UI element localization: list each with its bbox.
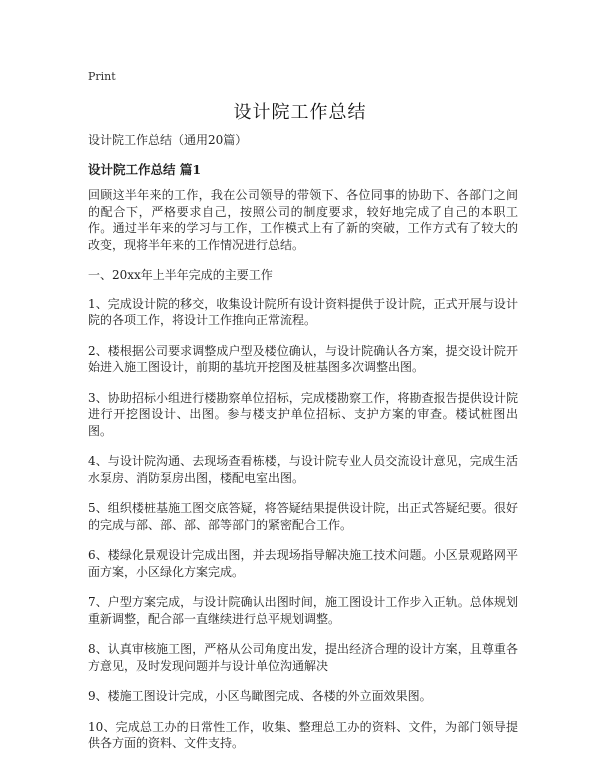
document-body <box>88 131 518 766</box>
list-item: 1、完成设计院的移交，收集设计院所有设计资料提供于设计院，正式开展与设计院的各项工作，将设计工作推向正常流程。 <box>88 296 518 327</box>
list-item: 5、组织楼桩基施工图交底答疑，将答疑结果提供设计院，出正式答疑纪要。很好的完成与部、部、部、部等部门的紧密配合工作。 <box>88 501 518 532</box>
list-item: 8、认真审核施工图，严格从公司角度出发，提出经济合理的设计方案，且尊重各方意见，及时发现问题并与设计单位沟通解决 <box>88 642 518 673</box>
list-item: 10、完成总工办的日常性工作，收集、整理总工办的资料、文件，为部门领导提供各方面的资料、文件支持。 <box>88 719 518 750</box>
list-item: 7、户型方案完成，与设计院确认出图时间，施工图设计工作步入正轨。总体规划重新调整，配合部一直继续进行总平规划调整。 <box>88 595 518 626</box>
list-item: 9、楼施工图设计完成，小区鸟瞰图完成、各楼的外立面效果图。 <box>88 689 432 703</box>
part-heading: 一、20xx年上半年完成的主要工作 <box>88 268 273 282</box>
print-label: Print <box>88 70 116 83</box>
list-item: 2、楼根据公司要求调整成户型及楼位确认，与设计院确认各方案，提交设计院开始进入施工图设计，前期的基坑开挖图及桩基图多次调整出图。 <box>88 343 518 374</box>
list-item: 4、与设计院沟通、去现场查看栋楼，与设计院专业人员交流设计意见，完成生活水泵房、消防泵房出图，楼配电室出图。 <box>88 454 518 485</box>
intro-paragraph: 回顾这半年来的工作，我在公司领导的带领下、各位同事的协助下、各部门之间的配合下，严格要求自己，按照公司的制度要求，较好地完成了自己的本职工作。通过半年来的学习与工作，工作模式上有了新的突破，工作方式有了较大的改变，现将半年来的工作情况进行总结。 <box>88 188 518 252</box>
list-item: 3、协助招标小组进行楼勘察单位招标，完成楼勘察工作，将勘查报告提供设计院进行开挖图设计、出图。参与楼支护单位招标、支护方案的审查。楼试桩图出图。 <box>88 390 518 438</box>
section-heading: 设计院工作总结 篇1 <box>88 162 202 177</box>
page-title: 设计院工作总结 <box>233 102 367 123</box>
list-item: 6、楼绿化景观设计完成出图，并去现场指导解决施工技术问题。小区景观路网平面方案，小区绿化方案完成。 <box>88 548 518 579</box>
document-subtitle: 设计院工作总结（通用20篇） <box>88 133 248 147</box>
